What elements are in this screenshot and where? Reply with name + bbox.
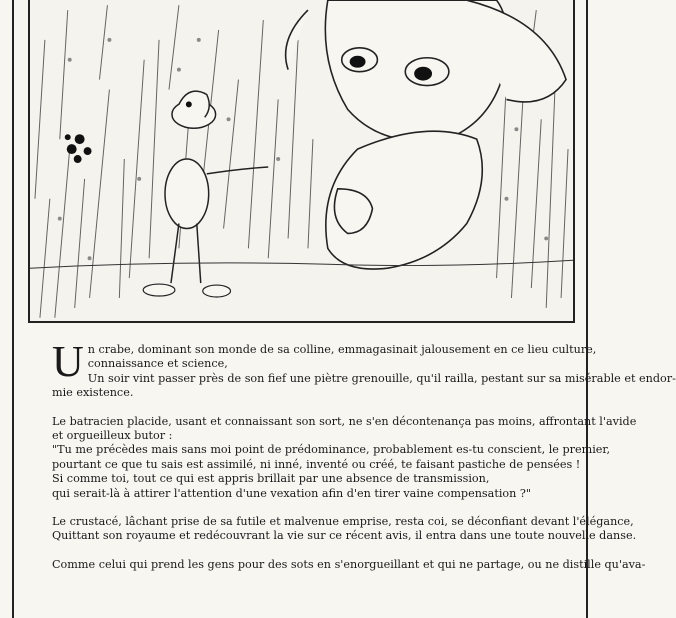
text-line: Si comme toi, tout ce qui est appris brillait par une absence de transmission, (52, 472, 490, 486)
text-line: n crabe, dominant son monde de sa colline, emmagasinait jalousement en ce lieu culture, (87, 343, 597, 356)
text-line: mie existence. (52, 386, 134, 400)
paragraph-2 (52, 414, 637, 501)
paragraph-4 (52, 557, 646, 572)
paragraph-1 (52, 337, 676, 401)
text-line: Comme celui qui prend les gens pour des sots en s'enorgueillant et qui ne partage, ou ne distille qu'ava- (52, 557, 646, 571)
text-line: Un soir vint passer près de son fief une piètre grenouille, qu'il railla, pestant sur sa misérable et endor- (87, 371, 676, 385)
text-line: Le crustacé, lâchant prise de sa futile et malvenue emprise, resta coi, se déconfiant devant l'élégance, (52, 515, 634, 529)
text-line: qui serait-là à attirer l'attention d'une vexation afin d'en tirer vaine compensation ?" (52, 486, 532, 500)
paragraph-3 (52, 515, 637, 544)
text-line: Quittant son royaume et redécouvrant la vie sur ce récent avis, il entra dans une toute nouvelle danse. (52, 529, 637, 543)
illustration (28, 0, 575, 323)
text-line: et orgueilleux butor : (52, 429, 173, 443)
drop-cap: U (52, 337, 84, 386)
poem-text (52, 337, 676, 586)
text-line: "Tu me précèdes mais sans moi point de prédominance, probablement es-tu conscient, le premier, (52, 443, 611, 457)
text-line: Le batracien placide, usant et connaissant son sort, ne s'en décontenança pas moins, affrontant l'avide (52, 414, 637, 428)
text-line: connaissance et science, (87, 357, 228, 371)
text-line: pourtant ce que tu sais est assimilé, ni inné, inventé ou créé, te faisant pastiche de pensées ! (52, 457, 581, 471)
crab-and-frog-drawing-icon (30, 0, 573, 321)
